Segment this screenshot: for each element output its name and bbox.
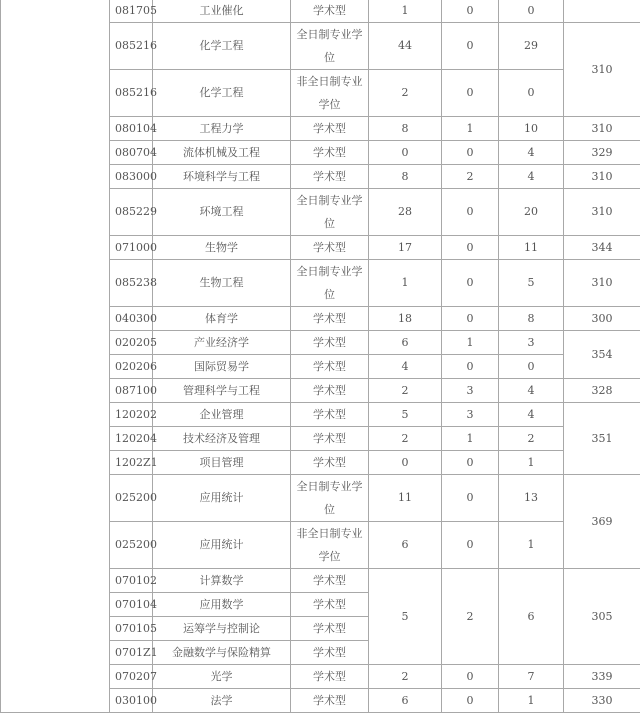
major-cell: 工程力学 (153, 117, 291, 141)
code-cell: 0701Z1 (110, 641, 153, 665)
count-b-cell: 0 (442, 70, 499, 117)
code-cell: 070102 (110, 569, 153, 593)
count-b-cell: 0 (442, 307, 499, 331)
type-cell: 学术型 (291, 665, 369, 689)
type-cell: 学术型 (291, 236, 369, 260)
type-cell: 学术型 (291, 641, 369, 665)
code-cell: 071000 (110, 236, 153, 260)
score-cell: 305 (564, 569, 640, 665)
count-c-cell: 13 (499, 475, 564, 522)
count-a-cell: 11 (369, 475, 442, 522)
count-b-cell: 0 (442, 260, 499, 307)
type-cell: 全日制专业学位 (291, 260, 369, 307)
count-b-cell: 3 (442, 403, 499, 427)
score-cell: 369 (564, 475, 640, 569)
code-cell: 120204 (110, 427, 153, 451)
score-cell: 310 (564, 117, 640, 141)
major-cell: 应用统计 (153, 522, 291, 569)
count-c-cell: 1 (499, 451, 564, 475)
score-cell (564, 0, 640, 23)
code-cell: 081705 (110, 0, 153, 23)
type-cell: 学术型 (291, 689, 369, 713)
count-b-cell: 1 (442, 331, 499, 355)
count-a-cell: 6 (369, 689, 442, 713)
type-cell: 学术型 (291, 569, 369, 593)
count-c-cell: 20 (499, 189, 564, 236)
type-cell: 学术型 (291, 593, 369, 617)
major-cell: 体育学 (153, 307, 291, 331)
count-c-cell: 4 (499, 379, 564, 403)
type-cell: 学术型 (291, 617, 369, 641)
count-b-cell: 0 (442, 689, 499, 713)
count-c-cell: 8 (499, 307, 564, 331)
count-c-cell: 4 (499, 141, 564, 165)
count-a-cell: 6 (369, 331, 442, 355)
major-cell: 金融数学与保险精算 (153, 641, 291, 665)
count-b-cell: 0 (442, 141, 499, 165)
count-c-cell: 0 (499, 0, 564, 23)
count-a-cell: 2 (369, 379, 442, 403)
count-a-cell: 5 (369, 569, 442, 665)
code-cell: 080104 (110, 117, 153, 141)
count-c-cell: 10 (499, 117, 564, 141)
count-a-cell: 2 (369, 665, 442, 689)
score-cell: 351 (564, 403, 640, 475)
count-b-cell: 0 (442, 355, 499, 379)
type-cell: 全日制专业学位 (291, 475, 369, 522)
code-cell: 083000 (110, 165, 153, 189)
count-a-cell: 18 (369, 307, 442, 331)
major-cell: 流体机械及工程 (153, 141, 291, 165)
major-cell: 项目管理 (153, 451, 291, 475)
major-cell: 光学 (153, 665, 291, 689)
count-c-cell: 0 (499, 355, 564, 379)
score-cell: 354 (564, 331, 640, 379)
type-cell: 学术型 (291, 403, 369, 427)
type-cell: 学术型 (291, 117, 369, 141)
major-cell: 化学工程 (153, 23, 291, 70)
count-a-cell: 0 (369, 451, 442, 475)
major-cell: 法学 (153, 689, 291, 713)
code-cell: 070104 (110, 593, 153, 617)
major-cell: 管理科学与工程 (153, 379, 291, 403)
type-cell: 学术型 (291, 331, 369, 355)
code-cell: 070207 (110, 665, 153, 689)
count-c-cell: 29 (499, 23, 564, 70)
major-cell: 国际贸易学 (153, 355, 291, 379)
count-b-cell: 1 (442, 427, 499, 451)
count-b-cell: 0 (442, 0, 499, 23)
count-b-cell: 0 (442, 23, 499, 70)
count-b-cell: 2 (442, 569, 499, 665)
major-cell: 计算数学 (153, 569, 291, 593)
count-c-cell: 4 (499, 403, 564, 427)
major-cell: 技术经济及管理 (153, 427, 291, 451)
score-cell: 328 (564, 379, 640, 403)
type-cell: 学术型 (291, 451, 369, 475)
count-a-cell: 6 (369, 522, 442, 569)
score-cell: 310 (564, 189, 640, 236)
major-cell: 工业催化 (153, 0, 291, 23)
type-cell: 学术型 (291, 355, 369, 379)
score-cell: 310 (564, 23, 640, 117)
type-cell: 学术型 (291, 307, 369, 331)
major-cell: 生物工程 (153, 260, 291, 307)
code-cell: 080704 (110, 141, 153, 165)
count-a-cell: 2 (369, 70, 442, 117)
type-cell: 全日制专业学位 (291, 23, 369, 70)
code-cell: 030100 (110, 689, 153, 713)
count-b-cell: 2 (442, 165, 499, 189)
major-cell: 企业管理 (153, 403, 291, 427)
type-cell: 学术型 (291, 165, 369, 189)
score-cell: 330 (564, 689, 640, 713)
score-cell: 300 (564, 307, 640, 331)
major-cell: 运筹学与控制论 (153, 617, 291, 641)
type-cell: 非全日制专业学位 (291, 70, 369, 117)
count-a-cell: 5 (369, 403, 442, 427)
major-cell: 环境工程 (153, 189, 291, 236)
score-cell: 310 (564, 165, 640, 189)
major-cell: 生物学 (153, 236, 291, 260)
code-cell: 087100 (110, 379, 153, 403)
count-c-cell: 1 (499, 522, 564, 569)
count-c-cell: 1 (499, 689, 564, 713)
count-b-cell: 1 (442, 117, 499, 141)
count-b-cell: 0 (442, 189, 499, 236)
type-cell: 非全日制专业学位 (291, 522, 369, 569)
count-a-cell: 17 (369, 236, 442, 260)
count-b-cell: 0 (442, 475, 499, 522)
score-cell: 339 (564, 665, 640, 689)
count-c-cell: 3 (499, 331, 564, 355)
count-c-cell: 6 (499, 569, 564, 665)
type-cell: 全日制专业学位 (291, 189, 369, 236)
code-cell: 1202Z1 (110, 451, 153, 475)
count-c-cell: 7 (499, 665, 564, 689)
count-c-cell: 11 (499, 236, 564, 260)
count-a-cell: 8 (369, 165, 442, 189)
count-a-cell: 0 (369, 141, 442, 165)
score-cell: 310 (564, 260, 640, 307)
count-c-cell: 4 (499, 165, 564, 189)
code-cell: 020205 (110, 331, 153, 355)
type-cell: 学术型 (291, 141, 369, 165)
left-blank-cell (1, 0, 110, 713)
major-cell: 化学工程 (153, 70, 291, 117)
score-cell: 344 (564, 236, 640, 260)
count-b-cell: 3 (442, 379, 499, 403)
major-cell: 产业经济学 (153, 331, 291, 355)
code-cell: 085238 (110, 260, 153, 307)
count-a-cell: 44 (369, 23, 442, 70)
type-cell: 学术型 (291, 427, 369, 451)
score-cell: 329 (564, 141, 640, 165)
type-cell: 学术型 (291, 379, 369, 403)
code-cell: 025200 (110, 522, 153, 569)
count-b-cell: 0 (442, 236, 499, 260)
count-a-cell: 1 (369, 0, 442, 23)
table-row (1, 0, 640, 23)
code-cell: 120202 (110, 403, 153, 427)
count-a-cell: 8 (369, 117, 442, 141)
count-b-cell: 0 (442, 665, 499, 689)
type-cell: 学术型 (291, 0, 369, 23)
major-cell: 环境科学与工程 (153, 165, 291, 189)
code-cell: 040300 (110, 307, 153, 331)
code-cell: 085216 (110, 23, 153, 70)
count-a-cell: 4 (369, 355, 442, 379)
count-a-cell: 28 (369, 189, 442, 236)
code-cell: 085229 (110, 189, 153, 236)
count-c-cell: 5 (499, 260, 564, 307)
major-cell: 应用统计 (153, 475, 291, 522)
count-b-cell: 0 (442, 522, 499, 569)
code-cell: 085216 (110, 70, 153, 117)
code-cell: 025200 (110, 475, 153, 522)
code-cell: 020206 (110, 355, 153, 379)
count-a-cell: 1 (369, 260, 442, 307)
count-a-cell: 2 (369, 427, 442, 451)
count-c-cell: 0 (499, 70, 564, 117)
count-b-cell: 0 (442, 451, 499, 475)
major-cell: 应用数学 (153, 593, 291, 617)
count-c-cell: 2 (499, 427, 564, 451)
code-cell: 070105 (110, 617, 153, 641)
